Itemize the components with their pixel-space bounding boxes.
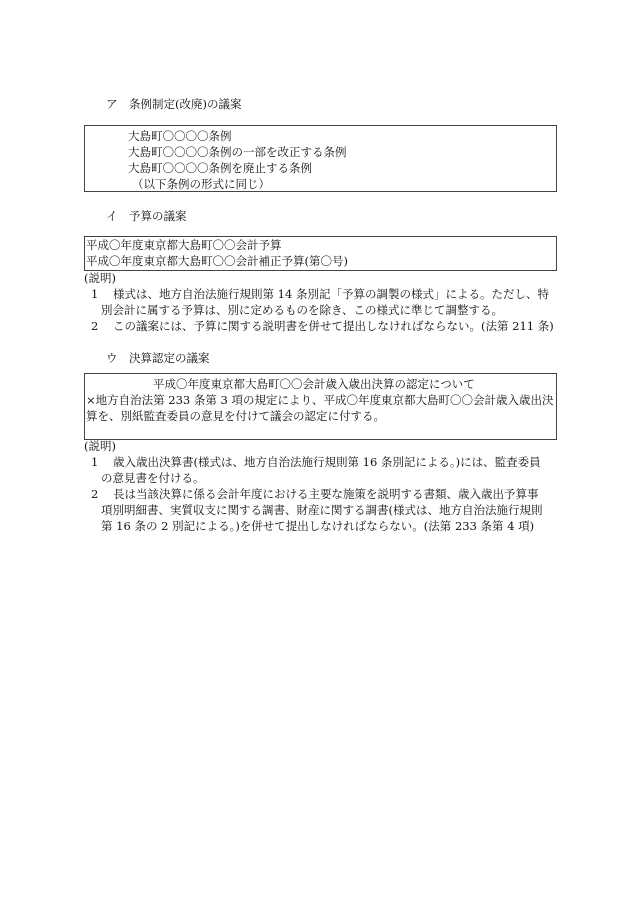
note-number: 1	[91, 287, 99, 301]
settlement-line: ×地方自治法第 233 条第 3 項の規定により、平成〇年度東京都大島町〇〇会計歳入歳出決	[86, 393, 554, 407]
note-number: 1	[91, 455, 99, 469]
settlement-box	[84, 373, 557, 440]
note-line: 別会計に属する予算は、別に定めるものを除き、この様式に準じて調整する。	[101, 303, 504, 317]
ordinance-box	[84, 125, 557, 192]
note-line: 様式は、地方自治法施行規則第 14 条別記「予算の調製の様式」による。ただし、特	[113, 287, 549, 301]
explanation-label: (説明)	[84, 439, 116, 453]
explanation-label: (説明)	[84, 271, 116, 285]
settlement-title: 平成〇年度東京都大島町〇〇会計歳入歳出決算の認定について	[153, 377, 475, 391]
ordinance-line: 大島町〇〇〇〇条例	[128, 129, 232, 143]
settlement-line: 算を、別紙監査委員の意見を付けて議会の認定に付する。	[86, 409, 385, 423]
ordinance-line: 大島町〇〇〇〇条例の一部を改正する条例	[128, 145, 347, 159]
note-line: 第 16 条の 2 別記による。)を併せて提出しなければならない。(法第 233 条第 4 項)	[101, 519, 535, 533]
section-heading-budget: イ 予算の議案	[106, 209, 187, 223]
ordinance-line: （以下条例の形式に同じ）	[132, 177, 270, 191]
budget-line: 平成〇年度東京都大島町〇〇会計補正予算(第〇号)	[86, 254, 348, 268]
ordinance-line: 大島町〇〇〇〇条例を廃止する条例	[128, 161, 312, 175]
budget-box	[84, 236, 557, 271]
note-line: 長は当該決算に係る会計年度における主要な施策を説明する書類、歳入歳出予算事	[113, 487, 539, 501]
budget-line: 平成〇年度東京都大島町〇〇会計予算	[86, 238, 282, 252]
note-number: 2	[91, 487, 99, 501]
note-number: 2	[91, 319, 99, 333]
note-line: この議案には、予算に関する説明書を併せて提出しなければならない。(法第 211 条)	[113, 319, 554, 333]
section-heading-settlement: ウ 決算認定の議案	[106, 351, 210, 365]
section-heading-ordinance: ア 条例制定(改廃)の議案	[106, 97, 242, 111]
note-line: の意見書を付ける。	[101, 471, 205, 485]
note-line: 歳入歳出決算書(様式は、地方自治法施行規則第 16 条別記による。)には、監査委員	[113, 455, 541, 469]
note-line: 項別明細書、実質収支に関する調書、財産に関する調書(様式は、地方自治法施行規則	[101, 503, 543, 517]
